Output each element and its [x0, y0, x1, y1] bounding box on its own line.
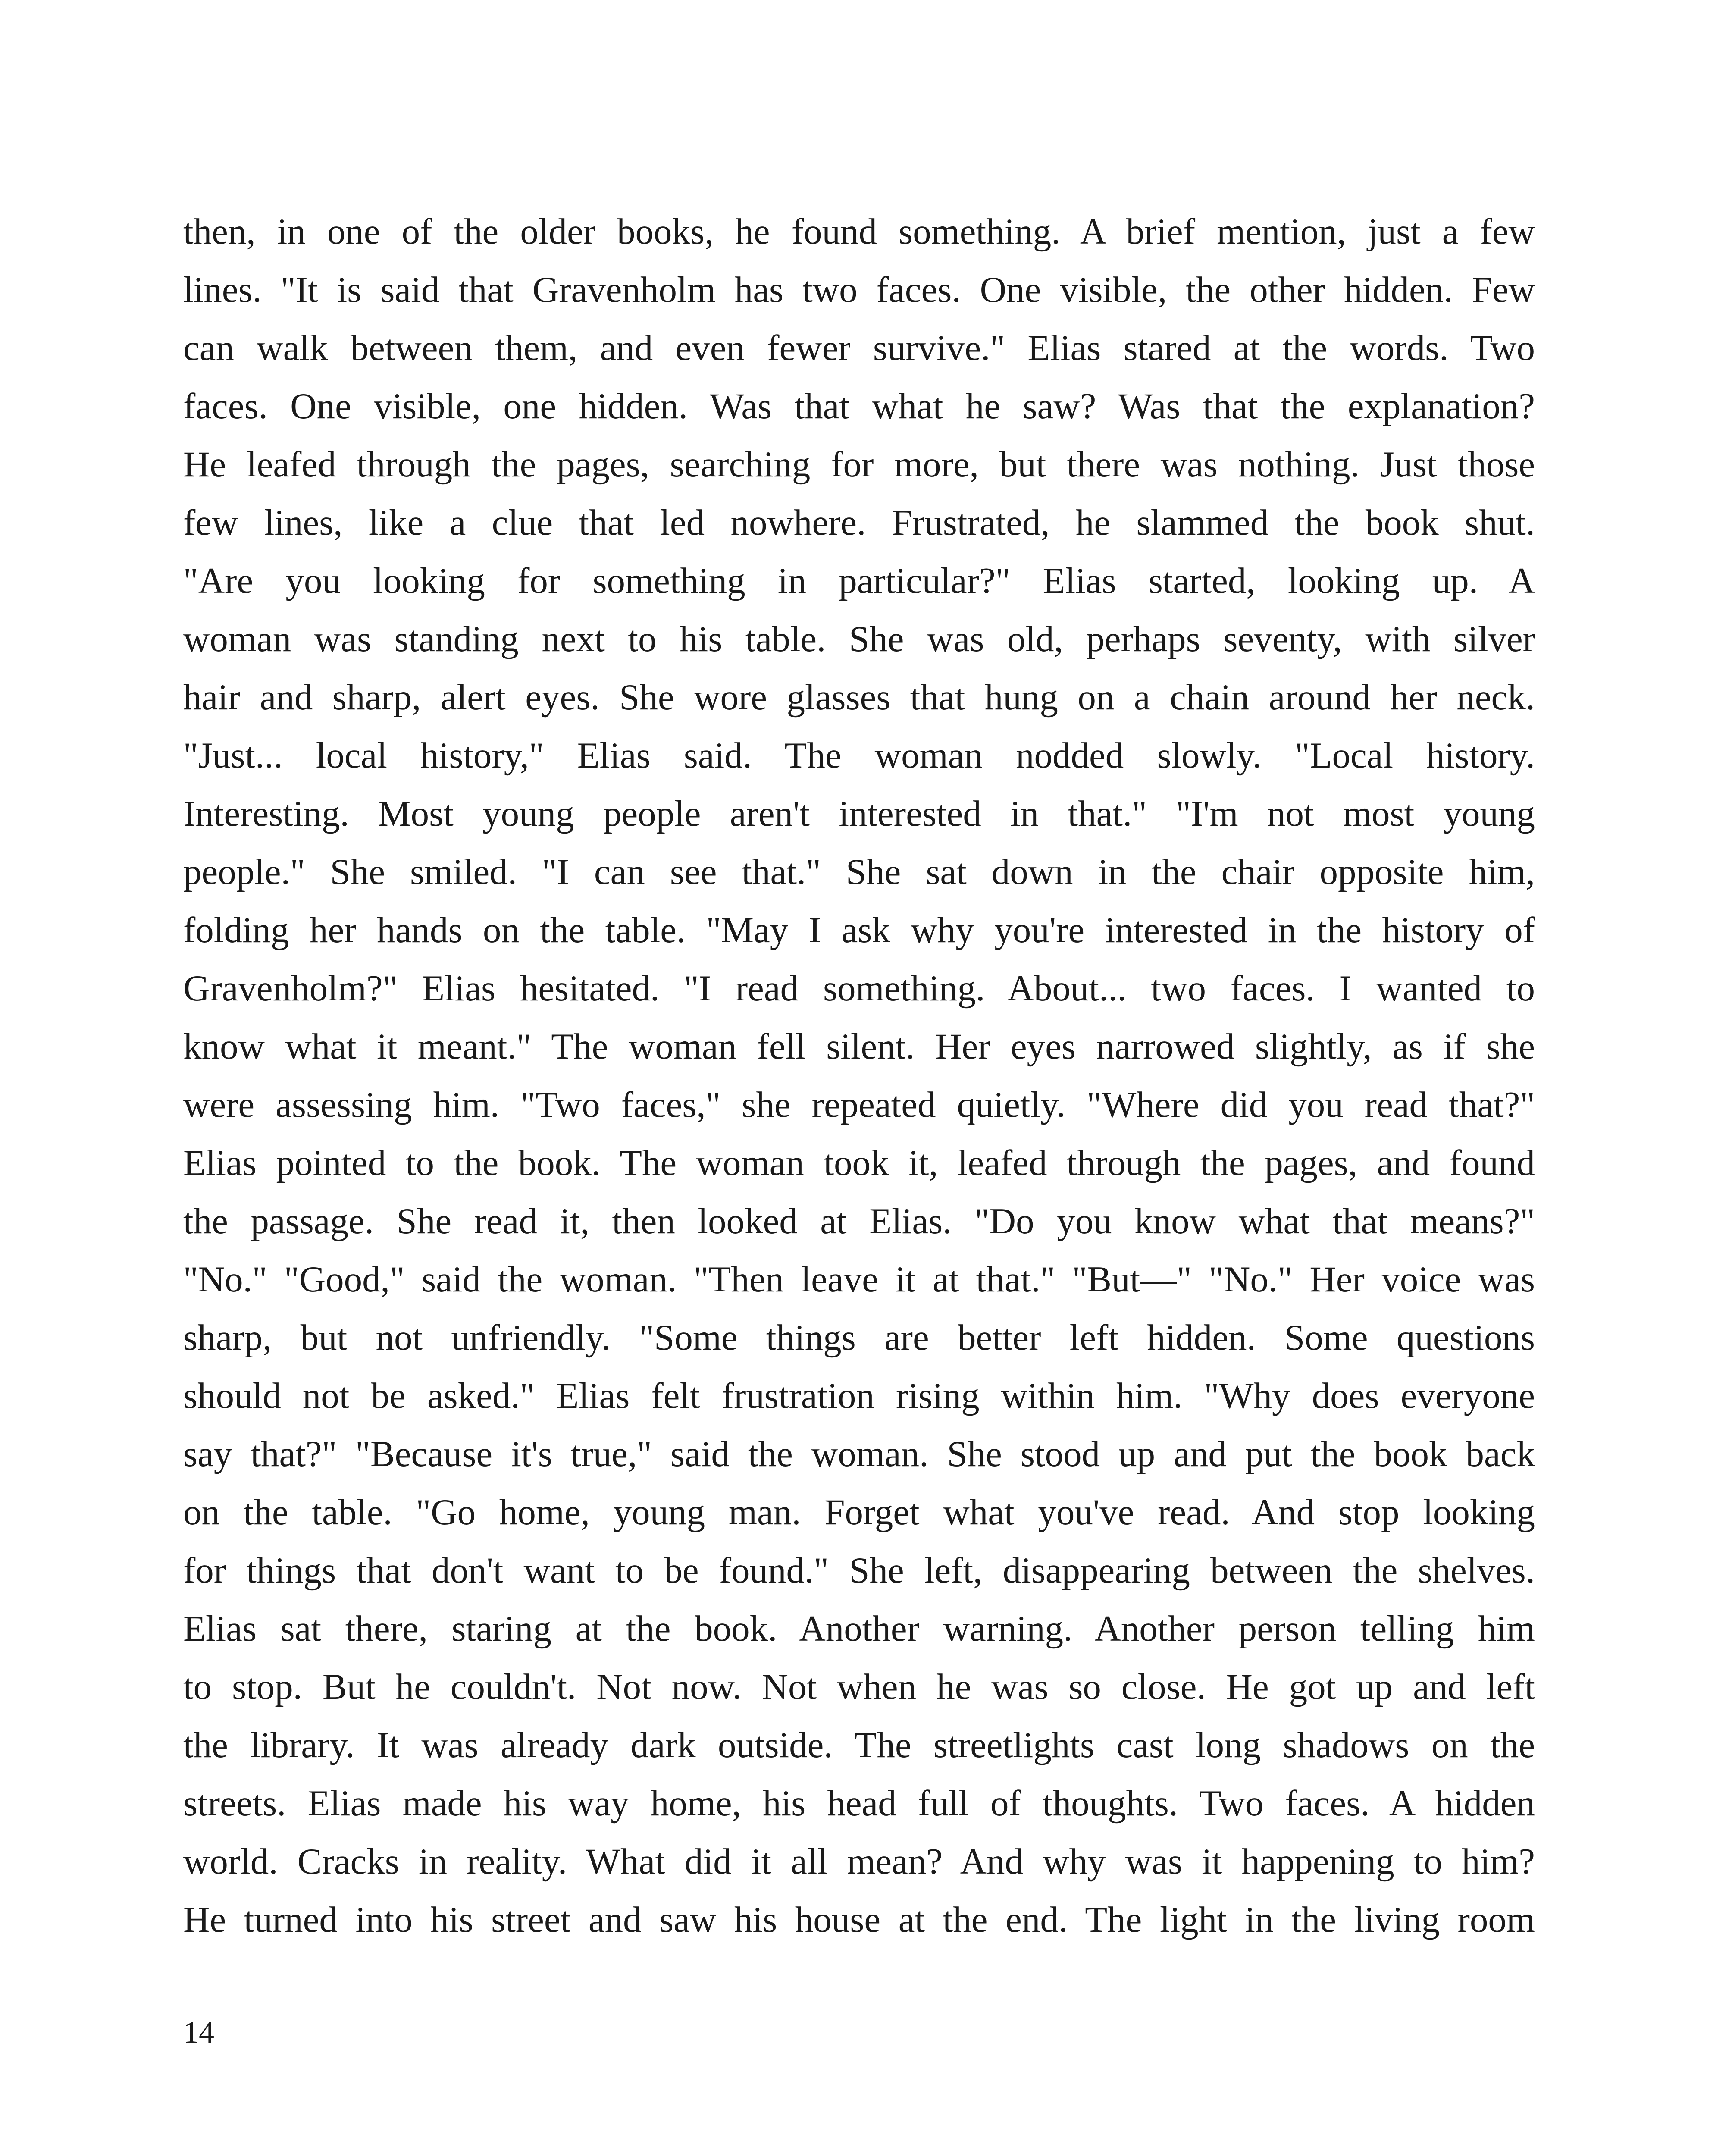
text-line: woman was standing next to his table. She was old, perhaps seventy, with silver: [183, 619, 1535, 659]
text-line: the library. It was already dark outside. The streetlights cast long shadows on the: [183, 1725, 1535, 1765]
text-line: were assessing him. "Two faces," she repeated quietly. "Where did you read that?": [183, 1084, 1535, 1125]
text-line: He leafed through the pages, searching for more, but there was nothing. Just those: [183, 444, 1535, 485]
text-line: say that?" "Because it's true," said the woman. She stood up and put the book back: [183, 1434, 1535, 1474]
text-line: can walk between them, and even fewer survive." Elias stared at the words. Two: [183, 328, 1535, 368]
text-line: world. Cracks in reality. What did it all mean? And why was it happening to him?: [183, 1841, 1535, 1882]
text-line: sharp, but not unfriendly. "Some things are better left hidden. Some questions: [183, 1317, 1535, 1358]
text-line: folding her hands on the table. "May I ask why you're interested in the history of: [183, 910, 1535, 950]
text-line: few lines, like a clue that led nowhere. Frustrated, he slammed the book shut.: [183, 502, 1535, 543]
text-line: hair and sharp, alert eyes. She wore glasses that hung on a chain around her neck.: [183, 677, 1535, 718]
text-line: faces. One visible, one hidden. Was that what he saw? Was that the explanation?: [183, 386, 1535, 426]
text-line: for things that don't want to be found." She left, disappearing between the shelves.: [183, 1550, 1535, 1591]
text-line: Elias pointed to the book. The woman took it, leafed through the pages, and found: [183, 1143, 1535, 1183]
text-line: to stop. But he couldn't. Not now. Not when he was so close. He got up and left: [183, 1667, 1535, 1707]
body-text: [183, 203, 1535, 1949]
text-line: know what it meant." The woman fell silent. Her eyes narrowed slightly, as if she: [183, 1026, 1535, 1067]
text-line: "No." "Good," said the woman. "Then leave it at that." "But—" "No." Her voice was: [183, 1259, 1535, 1300]
text-line: He turned into his street and saw his house at the end. The light in the living room: [183, 1899, 1535, 1940]
page-number: 14: [183, 2015, 214, 2049]
text-line: "Just... local history," Elias said. The woman nodded slowly. "Local history.: [183, 735, 1535, 776]
text-line: "Are you looking for something in particular?" Elias started, looking up. A: [183, 561, 1535, 601]
text-line: should not be asked." Elias felt frustration rising within him. "Why does everyone: [183, 1376, 1535, 1416]
text-line: then, in one of the older books, he found something. A brief mention, just a few: [183, 211, 1535, 252]
text-line: people." She smiled. "I can see that." She sat down in the chair opposite him,: [183, 852, 1535, 892]
text-line: lines. "It is said that Gravenholm has two faces. One visible, the other hidden. Few: [183, 270, 1535, 310]
text-line: Interesting. Most young people aren't interested in that." "I'm not most young: [183, 793, 1535, 834]
text-line: Elias sat there, staring at the book. Another warning. Another person telling him: [183, 1608, 1535, 1649]
text-line: Gravenholm?" Elias hesitated. "I read something. About... two faces. I wanted to: [183, 968, 1535, 1009]
text-line: streets. Elias made his way home, his head full of thoughts. Two faces. A hidden: [183, 1783, 1535, 1824]
text-line: on the table. "Go home, young man. Forget what you've read. And stop looking: [183, 1492, 1535, 1532]
text-line: the passage. She read it, then looked at Elias. "Do you know what that means?": [183, 1201, 1535, 1241]
